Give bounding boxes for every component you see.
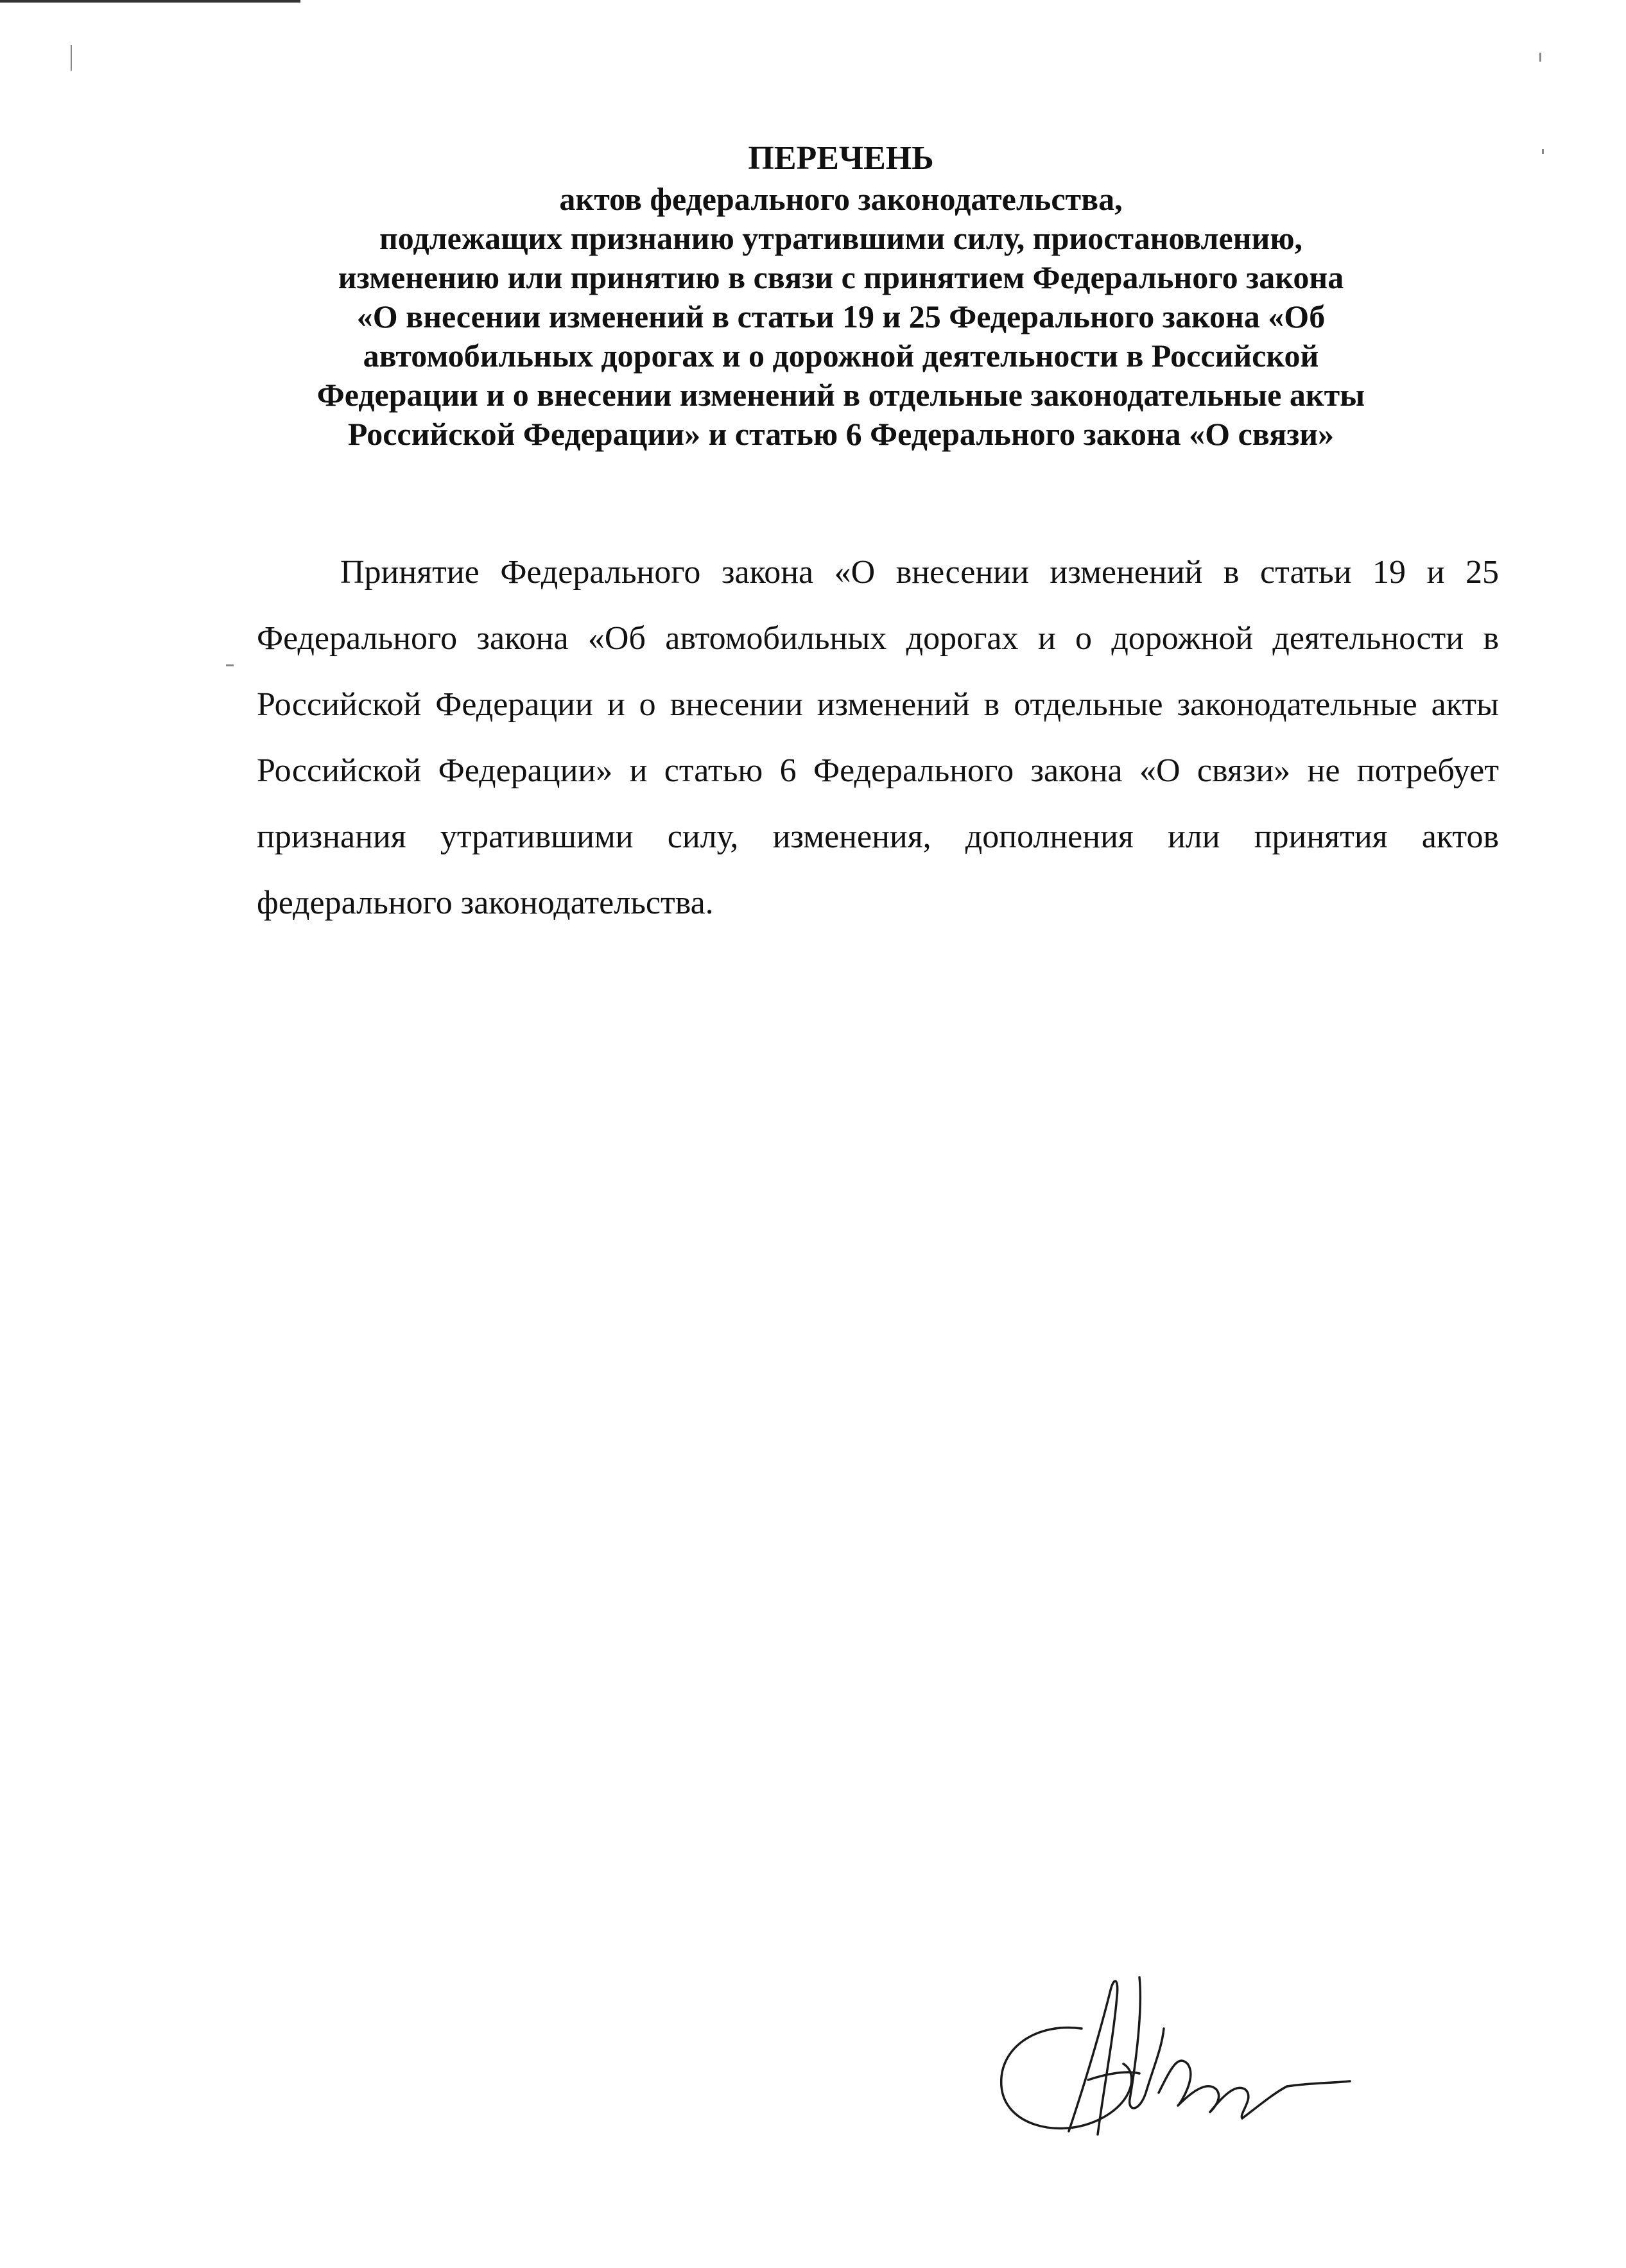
body-paragraph: Принятие Федерального закона «О внесении изменений в статьи 19 и 25 Федерального закона «Об автомобильных дорогах и о дорожной деятельности в Российской Федерации и о внесении изменений в отдельные законодательные акты Российской Федерации» и статью 6 Федерального закона «О связи» не потребует признания утратившими силу, изменения, дополнения или принятия актов федерального законодательства.: [257, 554, 1499, 921]
scan-mark: [226, 664, 234, 666]
scan-mark: [71, 45, 72, 71]
scan-mark: [1539, 53, 1541, 62]
subtitle-line: актов федерального законодательства,: [559, 181, 1123, 217]
subtitle-line: автомобильных дорогах и о дорожной деятельности в Российской: [363, 338, 1319, 374]
subtitle-line: изменению или принятию в связи с принятием Федерального закона: [338, 259, 1344, 295]
subtitle-line: подлежащих признанию утратившими силу, приостановлению,: [379, 220, 1303, 256]
subtitle-line: «О внесении изменений в статьи 19 и 25 Федерального закона «Об: [356, 299, 1326, 334]
top-rule: [0, 0, 300, 3]
scan-mark: [1542, 149, 1544, 154]
signature: [985, 1952, 1351, 2144]
subtitle-line: Федерации и о внесении изменений в отдельные законодательные акты: [316, 377, 1365, 413]
document-heading: [244, 137, 1438, 454]
subtitle-line: Российской Федерации» и статью 6 Федерального закона «О связи»: [347, 416, 1335, 452]
document-title: ПЕРЕЧЕНЬ: [748, 140, 934, 177]
